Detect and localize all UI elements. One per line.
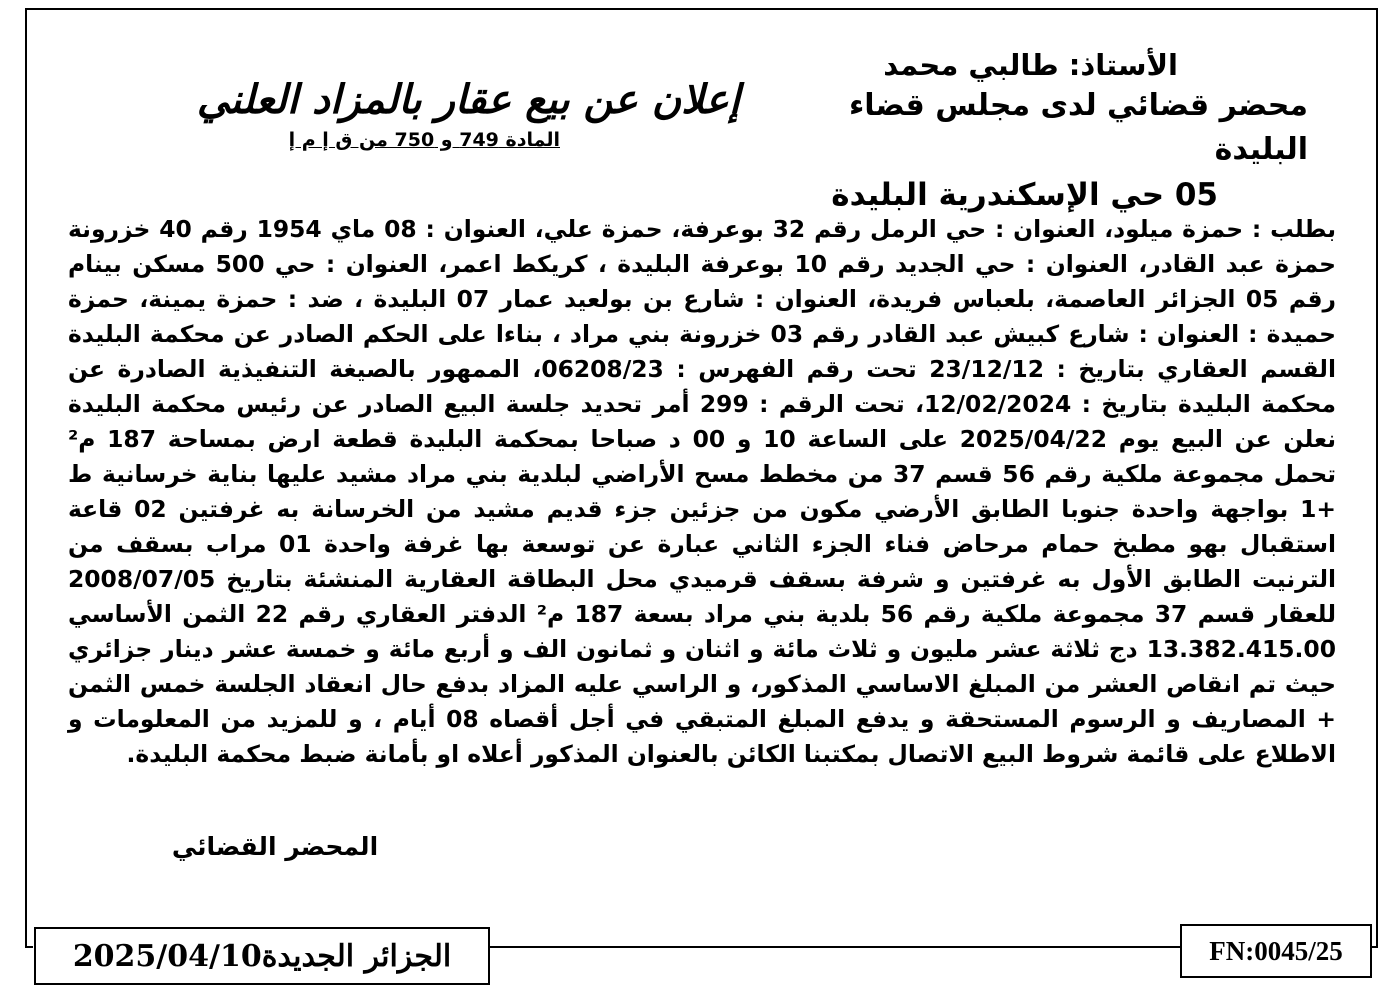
announcement-title: إعلان عن بيع عقار بالمزاد العلني bbox=[196, 76, 740, 123]
bailiff-name: الأستاذ: طالبي محمد bbox=[883, 48, 1178, 82]
frame-bottom-left bbox=[25, 946, 33, 948]
frame-bottom-middle bbox=[490, 946, 1180, 948]
newspaper-date-box bbox=[34, 927, 490, 985]
bailiff-address: 05 حي الإسكندرية البليدة bbox=[831, 177, 1218, 213]
legal-reference: المادة 749 و 750 من ق إ م إ bbox=[288, 129, 560, 151]
bailiff-header bbox=[748, 46, 1308, 218]
announcement-body: بطلب : حمزة ميلود، العنوان : حي الرمل رقم 32 بوعرفة، حمزة علي، العنوان : 08 ماي 1954 رقم 40 خزرونة حمزة عبد القادر، العنوان : حي الجديد رقم 10 بوعرفة البليدة ، كريكط اعمر، العنوان : حي 500 مسكن بينام رقم 05 الجزائر العاصمة، بلعباس فريدة، العنوان : شارع بن بولعيد عمار 07 البليدة ، ضد : حمزة يمينة، حمزة حميدة : العنوان : شارع كبيش عبد القادر رقم 03 خزرونة بني مراد ، بناءا على الحكم الصادر عن محكمة البليدة القسم العقاري بتاريخ : 23/12/12 تحت رقم الفهرس : 06208/23، الممهور بالصيغة التنفيذية الصادرة عن محكمة البليدة بتاريخ : 12/02/2024، تحت الرقم : 299 أمر تحديد جلسة البيع الصادر عن رئيس محكمة البليدة نعلن عن البيع يوم 2025/04/22 على الساعة 10 و 00 د صباحا بمحكمة البليدة قطعة ارض بمساحة 187 م² تحمل مجموعة ملكية رقم 56 قسم 37 من مخطط مسح الأراضي لبلدية بني مراد مشيد عليها بناية خرسانية ط +1 بواجهة واحدة جنوبا الطابق الأرضي مكون من جزئين جزء قديم مشيد من الخرسانة به غرفتين 02 قاعة استقبال بهو مطبخ حمام مرحاض فناء الجزء الثاني عبارة عن توسعة بها غرفة واحدة 01 مراب بسقف من الترنيت الطابق الأول به غرفتين و شرفة بسقف قرميدي محل البطاقة العقارية المنشئة بتاريخ 2008/07/05 للعقار قسم 37 مجموعة ملكية رقم 56 بلدية بني مراد بسعة 187 م² الدفتر العقاري رقم 22 الثمن الأساسي 13.382.415.00 دج ثلاثة عشر مليون و ثلاث مائة و اثنان و ثمانون الف و أربع مائة و خمسة عشر دينار جزائري حيث تم انقاص العشر من المبلغ الاساسي المذكور، و الراسي عليه المزاد بدفع حال انعقاد الجلسة خمس الثمن + المصاريف و الرسوم المستحقة و يدفع المبلغ المتبقي في أجل أقصاه 08 أيام ، و للمزيد من المعلومات و الاطلاع على قائمة شروط البيع الاتصال بمكتبنا الكائن بالعنوان المذكور أعلاه او بأمانة ضبط محكمة البليدة. bbox=[68, 215, 1337, 768]
frame-bottom-right bbox=[1372, 946, 1378, 948]
signature: المحضر القضائي bbox=[171, 832, 379, 861]
file-number: FN:0045/25 bbox=[1209, 935, 1343, 966]
file-number-box bbox=[1180, 924, 1372, 978]
announcement-header bbox=[60, 72, 740, 152]
bailiff-title: محضر قضائي لدى مجلس قضاء البليدة bbox=[848, 88, 1308, 167]
newspaper-date: الجزائر الجديدة2025/04/10 bbox=[72, 938, 452, 974]
